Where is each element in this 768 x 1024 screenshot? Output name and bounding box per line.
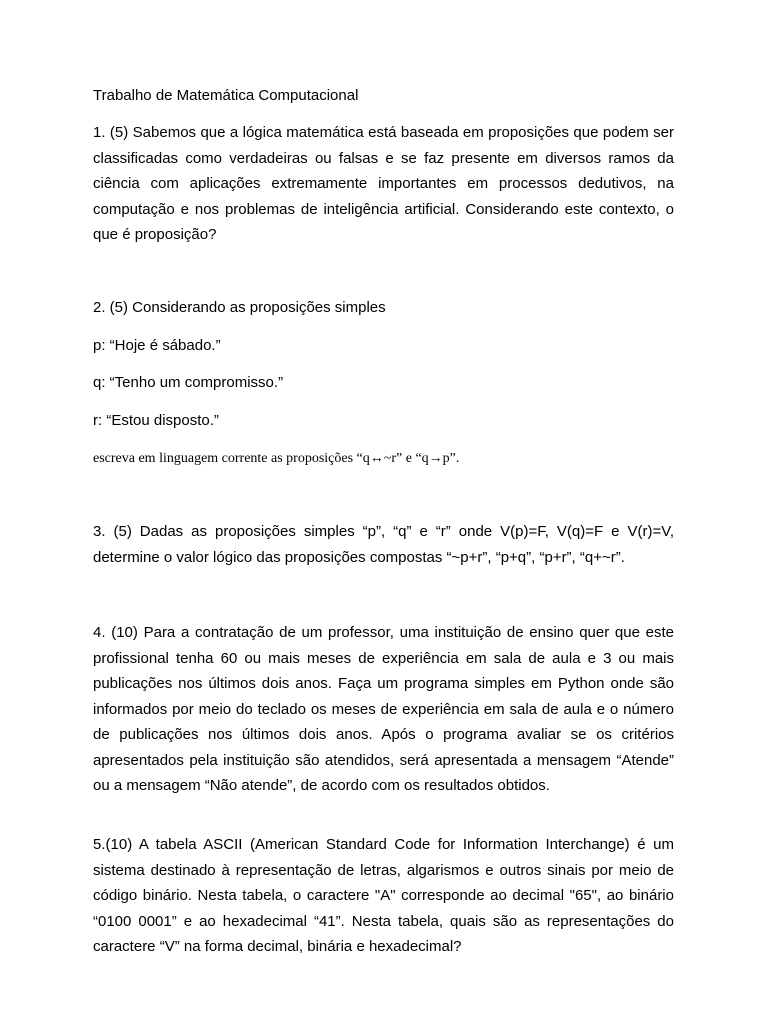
question-3: 3. (5) Dadas as proposições simples “p”, “q” e “r” onde V(p)=F, V(q)=F e V(r)=V, determine o valor lógico das proposições compostas “~p+r”, “p+q”, “p+r”, “q+~r”. — [93, 523, 674, 566]
proposition-p: p: “Hoje é sábado.” — [93, 337, 221, 354]
proposition-q: q: “Tenho um compromisso.” — [93, 374, 284, 391]
question-2-instruction: escreva em linguagem corrente as proposições “q↔~r” e “q→p”. — [93, 451, 460, 466]
question-4: 4. (10) Para a contratação de um professor, uma instituição de ensino quer que este profissional tenha 60 ou mais meses de experiência em sala de aula e 3 ou mais publicações nos últimos dois anos. Faça um programa simples em Python onde são informados por meio do teclado os meses de experiência em sala de aula e o número de publicações nos últimos dois anos. Após o programa avaliar se os critérios apresentados pela instituição são atendidos, será apresentada a mensagem “Atende” ou a mensagem “Não atende”, de acordo com os resultados obtidos. — [93, 624, 674, 794]
proposition-r: r: “Estou disposto.” — [93, 412, 219, 429]
question-1: 1. (5) Sabemos que a lógica matemática está baseada em proposições que podem ser classificadas como verdadeiras ou falsas e se faz presente em diversos ramos da ciência com aplicações extremamente importantes em processos dedutivos, na computação e nos problemas de inteligência artificial. Considerando este contexto, o que é proposição? — [93, 124, 674, 243]
question-5: 5.(10) A tabela ASCII (American Standard Code for Information Interchange) é um sistema destinado à representação de letras, algarismos e outros sinais por meio de código binário. Nesta tabela, o caractere "A" corresponde ao decimal "65", ao binário “0100 0001” e ao hexadecimal “41”. Nesta tabela, quais são as representações do caractere “V” na forma decimal, binária e hexadecimal? — [93, 836, 674, 955]
question-2-intro: 2. (5) Considerando as proposições simples — [93, 299, 386, 316]
document-title: Trabalho de Matemática Computacional — [93, 87, 359, 104]
